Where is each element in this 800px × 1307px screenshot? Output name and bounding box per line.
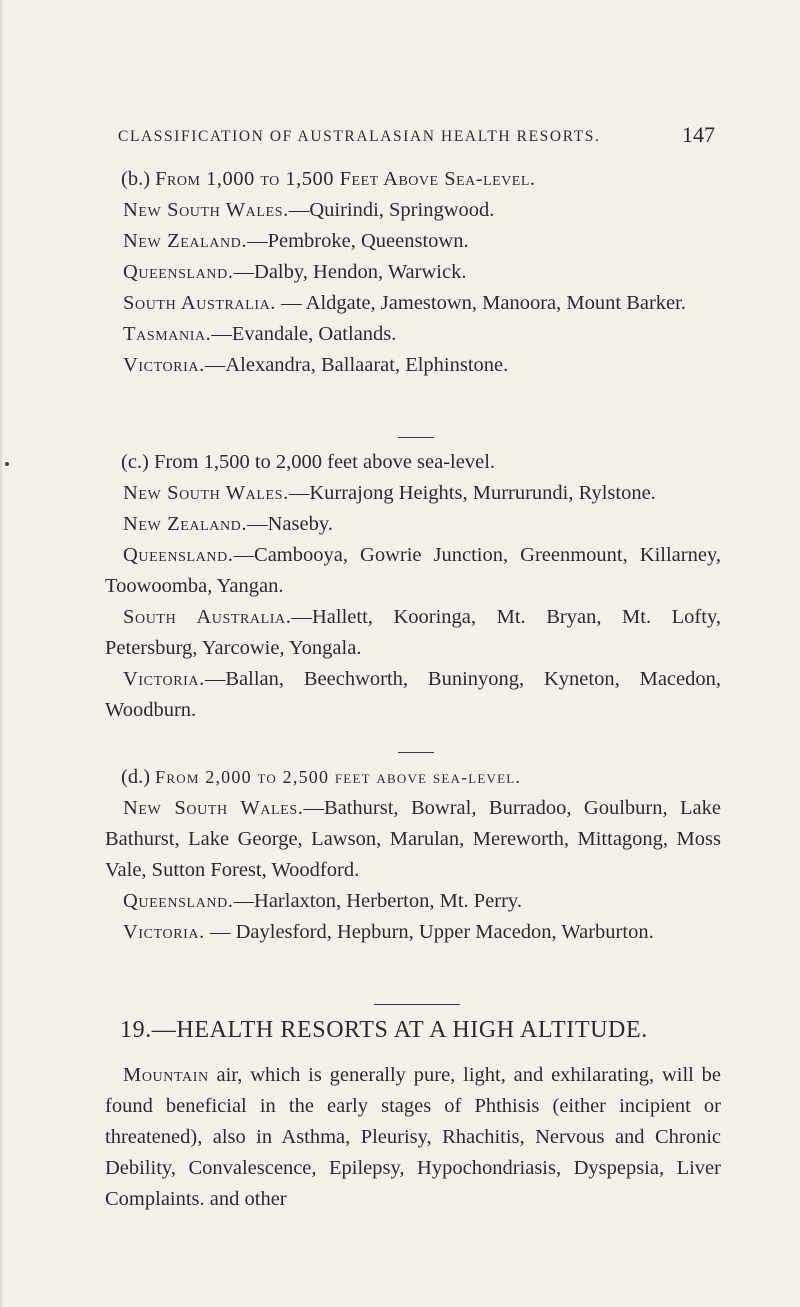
state-name: Queensland. xyxy=(123,544,234,566)
section-c-label: (c.) xyxy=(121,451,149,473)
state-name: Queensland. xyxy=(123,261,234,283)
section-b xyxy=(105,164,721,381)
section-b-entry xyxy=(105,195,721,226)
place-list: —Hallett, Kooringa, Mt. Bryan, Mt. Lofty, Petersburg, Yarcowie, Yongala. xyxy=(105,606,721,659)
state-name: New Zealand. xyxy=(123,513,248,535)
section-c-entry xyxy=(105,664,721,726)
place-list: —Evandale, Oatlands. xyxy=(211,323,397,345)
state-name: South Australia. xyxy=(123,606,292,628)
gutter-mark xyxy=(5,462,9,466)
section-b-entry xyxy=(105,319,721,350)
place-list: —Dalby, Hendon, Warwick. xyxy=(233,261,467,283)
running-head xyxy=(118,122,718,152)
chapter-body xyxy=(105,1060,721,1215)
section-b-entry xyxy=(105,350,721,381)
section-b-entry xyxy=(105,226,721,257)
place-list: —Naseby. xyxy=(247,513,333,535)
section-d-label: (d.) xyxy=(121,766,151,788)
chapter-divider xyxy=(374,1004,460,1005)
section-b-title: From 1,000 to 1,500 Feet Above Sea-level. xyxy=(155,168,536,190)
chapter-heading: 19.—HEALTH RESORTS AT A HIGH ALTITUDE. xyxy=(120,1017,648,1043)
state-name: New South Wales. xyxy=(123,797,304,819)
section-b-heading xyxy=(105,164,721,195)
section-d-title: From 2,000 to 2,500 feet above sea-level. xyxy=(155,767,522,787)
state-name: New South Wales. xyxy=(123,482,289,504)
section-d-entry xyxy=(105,917,721,948)
section-divider xyxy=(398,437,434,438)
lead-word: Mountain xyxy=(123,1064,209,1086)
place-list: — Aldgate, Jamestown, Manoora, Mount Barker. xyxy=(276,292,686,314)
state-name: Victoria. xyxy=(123,354,205,376)
place-list: —Harlaxton, Herberton, Mt. Perry. xyxy=(233,890,522,912)
state-name: South Australia. xyxy=(123,292,277,314)
section-divider xyxy=(398,752,434,753)
section-d-entry xyxy=(105,793,721,886)
place-list: —Alexandra, Ballaarat, Elphinstone. xyxy=(204,354,509,376)
page-number: 147 xyxy=(682,122,715,147)
place-list: —Quirindi, Springwood. xyxy=(288,199,495,221)
section-c-entry xyxy=(105,509,721,540)
page-edge xyxy=(0,0,3,1307)
state-name: Victoria. xyxy=(123,668,205,690)
section-b-entry xyxy=(105,257,721,288)
state-name: New Zealand. xyxy=(123,230,248,252)
section-d-heading xyxy=(105,762,721,793)
section-c xyxy=(105,447,721,726)
section-c-entry xyxy=(105,540,721,602)
place-list: — Daylesford, Hepburn, Upper Macedon, Warburton. xyxy=(204,921,654,943)
paragraph-text: air, which is generally pure, light, and exhilarating, will be found beneficial in the early stages of Phthisis (either incipient or threatened), also in Asthma, Pleurisy, Rhachitis, Nervous and Chronic Debility, Convalescence, Epilepsy, Hypochondriasis, Dyspepsia, Liver Complaints. and other xyxy=(105,1064,721,1210)
state-name: Victoria. xyxy=(123,921,205,943)
section-c-entry xyxy=(105,478,721,509)
running-title: CLASSIFICATION OF AUSTRALASIAN HEALTH RESORTS. xyxy=(118,128,601,145)
section-b-entry xyxy=(105,288,721,319)
section-d xyxy=(105,762,721,948)
place-list: —Kurrajong Heights, Murrurundi, Rylstone. xyxy=(288,482,656,504)
state-name: New South Wales. xyxy=(123,199,289,221)
place-list: —Pembroke, Queenstown. xyxy=(247,230,469,252)
chapter-paragraph xyxy=(105,1060,721,1215)
section-c-heading xyxy=(105,447,721,478)
state-name: Queensland. xyxy=(123,890,234,912)
section-b-label: (b.) xyxy=(121,168,151,190)
place-list: —Bathurst, Bowral, Burradoo, Goulburn, Lake Bathurst, Lake George, Lawson, Marulan, Mereworth, Mittagong, Moss Vale, Sutton Forest, Woodford. xyxy=(105,797,722,881)
section-c-entry xyxy=(105,602,721,664)
section-d-entry xyxy=(105,886,721,917)
place-list: —Cambooya, Gowrie Junction, Greenmount, Killarney, Toowoomba, Yangan. xyxy=(105,544,721,597)
place-list: —Ballan, Beechworth, Buninyong, Kyneton, Macedon, Woodburn. xyxy=(105,668,721,721)
state-name: Tasmania. xyxy=(123,323,212,345)
section-c-title: From 1,500 to 2,000 feet above sea-level. xyxy=(154,451,496,473)
